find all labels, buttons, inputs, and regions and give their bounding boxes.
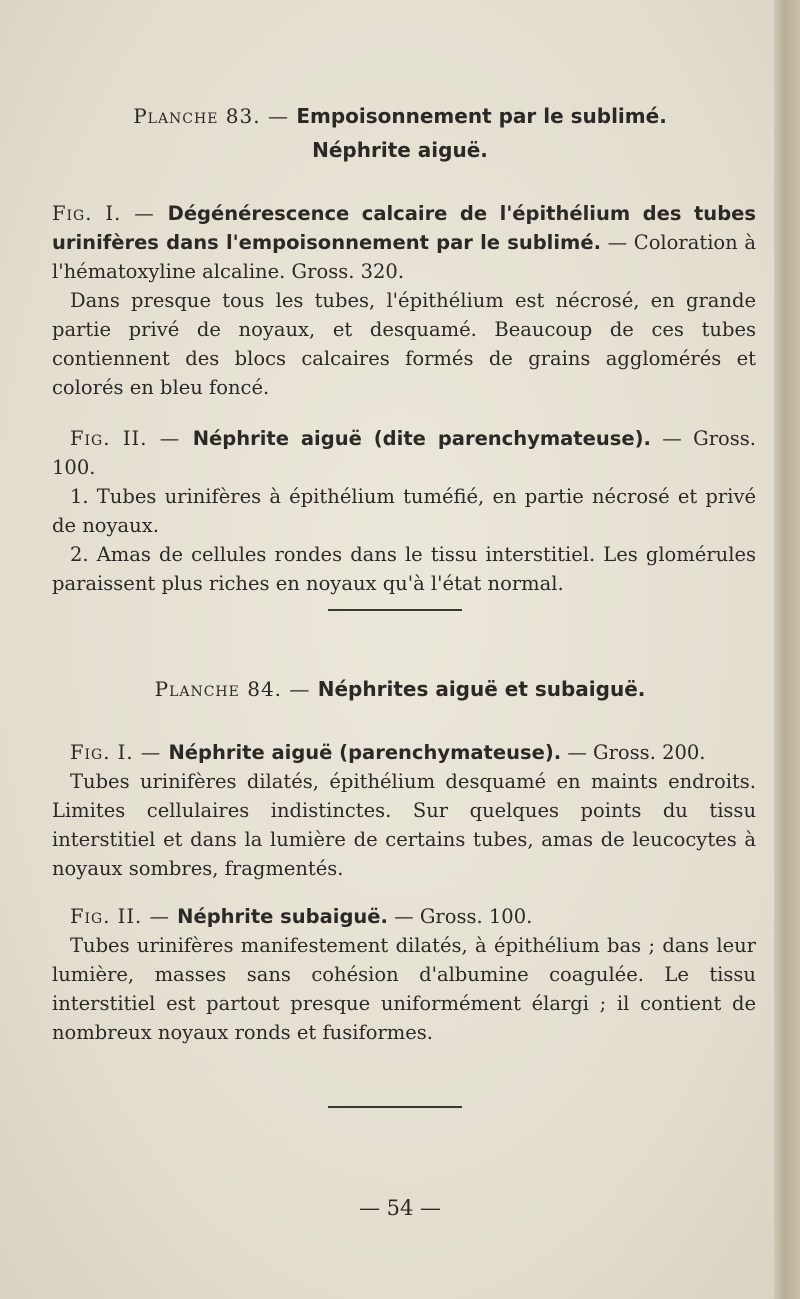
fig-1-label: Fig. I. —	[52, 202, 168, 225]
planche-83-fig-2	[52, 424, 756, 598]
section-divider	[328, 1106, 462, 1108]
fig-2-item-1: 1. Tubes urinifères à épithélium tuméfié, en partie nécrosé et privé de noyaux.	[52, 485, 756, 537]
fig-2-caption	[52, 424, 756, 482]
page-edge	[774, 0, 800, 1299]
fig-1-title: Néphrite aiguë (parenchymateuse).	[168, 741, 562, 764]
planche-83-subtitle: Néphrite aiguë.	[312, 138, 488, 162]
fig-1-rest: — Gross. 200.	[561, 741, 706, 764]
fig-2-rest: — Gross. 100.	[387, 905, 533, 928]
fig-2-label: Fig. II. —	[70, 905, 178, 928]
fig-1-caption	[52, 199, 756, 286]
fig-2-item-2: 2. Amas de cellules rondes dans le tissu interstitiel. Les glomérules paraissent plus riches en noyaux qu'à l'état normal.	[52, 543, 756, 595]
fig-2-description: Tubes urinifères manifestement dilatés, à épithélium bas ; dans leur lumière, masses sans cohésion d'albumine coagulée. Le tissu interstitiel est partout presque uniformément élargi ; il contient de nombreux noyaux ronds et fusiformes.	[52, 934, 756, 1044]
fig-2-label: Fig. II. —	[70, 427, 193, 450]
planche-84-fig-2	[52, 902, 756, 1047]
fig-1-description: Tubes urinifères dilatés, épithélium desquamé en maints endroits. Limites cellulaires indistinctes. Sur quelques points du tissu interstitiel et dans la lumière de certains tubes, amas de leucocytes à noyaux sombres, fragmentés.	[52, 770, 756, 880]
section-divider	[328, 609, 462, 611]
planche-83-label: Planche 83. —	[133, 104, 297, 128]
fig-2-rest: — Gross. 100.	[52, 427, 756, 479]
fig-1-label: Fig. I. —	[70, 741, 169, 764]
fig-1-rest: — Coloration à l'hématoxyline alcaline. Gross. 320.	[52, 231, 756, 283]
fig-1-title: Dégénérescence calcaire de l'épithélium des tubes urinifères dans l'empoisonnement par le sublimé.	[52, 202, 756, 254]
planche-83-heading	[0, 104, 800, 128]
fig-1-caption	[52, 738, 756, 767]
planche-84-fig-1	[52, 738, 756, 883]
planche-84-title: Néphrites aiguë et subaiguë.	[317, 677, 646, 701]
planche-84-heading	[0, 677, 800, 701]
planche-84-label: Planche 84. —	[154, 677, 318, 701]
fig-2-caption	[52, 902, 756, 931]
planche-83-fig-1	[52, 199, 756, 402]
fig-1-description: Dans presque tous les tubes, l'épithélium est nécrosé, en grande partie privé de noyaux, et desquamé. Beaucoup de ces tubes contiennent des blocs calcaires formés de grains agglomérés et colorés en bleu foncé.	[52, 289, 756, 399]
page-number: — 54 —	[358, 1196, 442, 1220]
fig-2-title: Néphrite subaiguë.	[177, 905, 388, 928]
planche-83-title: Empoisonnement par le sublimé.	[296, 104, 667, 128]
fig-2-title: Néphrite aiguë (dite parenchymateuse).	[192, 427, 651, 450]
